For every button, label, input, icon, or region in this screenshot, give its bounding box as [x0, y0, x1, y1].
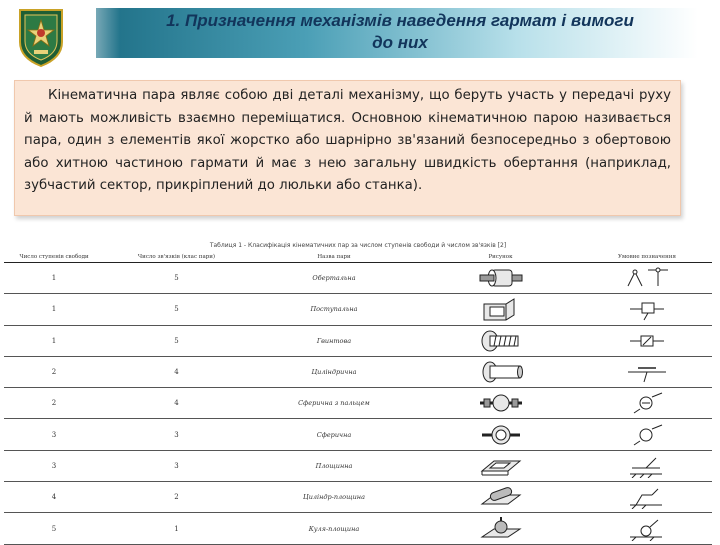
dof-cell: 3: [4, 419, 104, 450]
planar-pair-symbol-icon: [622, 454, 672, 478]
dof-cell: 1: [4, 294, 104, 325]
table-row: [4, 294, 712, 325]
pair-name-cell: Гвинтова: [249, 325, 419, 356]
prismatic-pair-drawing-icon: [478, 296, 524, 322]
column-header: Число зв'язків (клас пари): [104, 252, 249, 263]
dof-cell: 2: [4, 356, 104, 387]
screw-pair-symbol-icon: [622, 329, 672, 353]
dof-cell: 5: [4, 513, 104, 544]
dof-cell: 2: [4, 388, 104, 419]
pair-name-cell: Куля-площина: [249, 513, 419, 544]
pair-name-cell: Циліндр-площина: [249, 482, 419, 513]
military-emblem-icon: [14, 6, 68, 68]
column-header: Назва пари: [249, 252, 419, 263]
definition-box: [14, 80, 681, 216]
constraints-cell: 2: [104, 482, 249, 513]
revolute-pair-drawing-icon: [478, 265, 524, 291]
column-header: Умовне позначення: [582, 252, 712, 263]
page-title: [110, 10, 690, 54]
spherical-pin-pair-symbol-icon: [622, 391, 672, 415]
pair-name-cell: Поступальна: [249, 294, 419, 325]
constraints-cell: 1: [104, 513, 249, 544]
cylinder-plane-pair-symbol-icon: [622, 485, 672, 509]
table-row: [4, 513, 712, 544]
pair-name-cell: Циліндрична: [249, 356, 419, 387]
column-header: Рисунок: [419, 252, 582, 263]
constraints-cell: 4: [104, 388, 249, 419]
table-row: [4, 450, 712, 481]
constraints-cell: 5: [104, 325, 249, 356]
title-line-2: до них: [372, 33, 428, 52]
pair-name-cell: Площинна: [249, 450, 419, 481]
constraints-cell: 3: [104, 450, 249, 481]
kinematic-pairs-table: [4, 252, 712, 545]
dof-cell: 1: [4, 325, 104, 356]
pair-name-cell: Сферична з пальцем: [249, 388, 419, 419]
spherical-pin-pair-drawing-icon: [478, 390, 524, 416]
column-header: Число ступенів свободи: [4, 252, 104, 263]
definition-body: являє собою дві деталі механізму, що беруть участь у передачі руху й мають можливість взаємно переміщатися. Основною кінематичною парою називається пара, один з елементів якої жорстко або шарнірно зв'язаний безпосередньо з обертовою або хитною частиною гармати й має з нею загальну швидкість обертання (наприклад, зубчастий сектор, прикріплений до люльки або станка).: [24, 88, 671, 194]
dof-cell: 3: [4, 450, 104, 481]
table-row: [4, 325, 712, 356]
table-row: [4, 482, 712, 513]
pair-name-cell: Обертальна: [249, 263, 419, 294]
sphere-plane-pair-drawing-icon: [478, 516, 524, 542]
table-row: [4, 388, 712, 419]
dof-cell: 4: [4, 482, 104, 513]
spherical-pair-drawing-icon: [478, 422, 524, 448]
title-line-1: 1. Призначення механізмів наведення гармат і вимоги: [166, 11, 634, 30]
table-row: [4, 356, 712, 387]
table-row: [4, 263, 712, 294]
planar-pair-drawing-icon: [478, 453, 524, 479]
table-caption: Таблиця 1 - Класифікація кінематичних пар за числом ступенів свободи й числом зв'язків [2]: [209, 242, 507, 249]
table-row: [4, 419, 712, 450]
constraints-cell: 4: [104, 356, 249, 387]
cylindrical-pair-symbol-icon: [622, 360, 672, 384]
screw-pair-drawing-icon: [478, 328, 524, 354]
constraints-cell: 5: [104, 294, 249, 325]
cylinder-plane-pair-drawing-icon: [478, 484, 524, 510]
table-header-row: [4, 252, 712, 263]
cylindrical-pair-drawing-icon: [478, 359, 524, 385]
revolute-pair-symbol-icon: [622, 266, 672, 290]
kinematic-pairs-table-block: [4, 242, 712, 540]
constraints-cell: 3: [104, 419, 249, 450]
pair-name-cell: Сферична: [249, 419, 419, 450]
dof-cell: 1: [4, 263, 104, 294]
prismatic-pair-symbol-icon: [622, 297, 672, 321]
definition-term: Кінематична пара: [48, 88, 176, 103]
sphere-plane-pair-symbol-icon: [622, 517, 672, 541]
constraints-cell: 5: [104, 263, 249, 294]
spherical-pair-symbol-icon: [622, 423, 672, 447]
